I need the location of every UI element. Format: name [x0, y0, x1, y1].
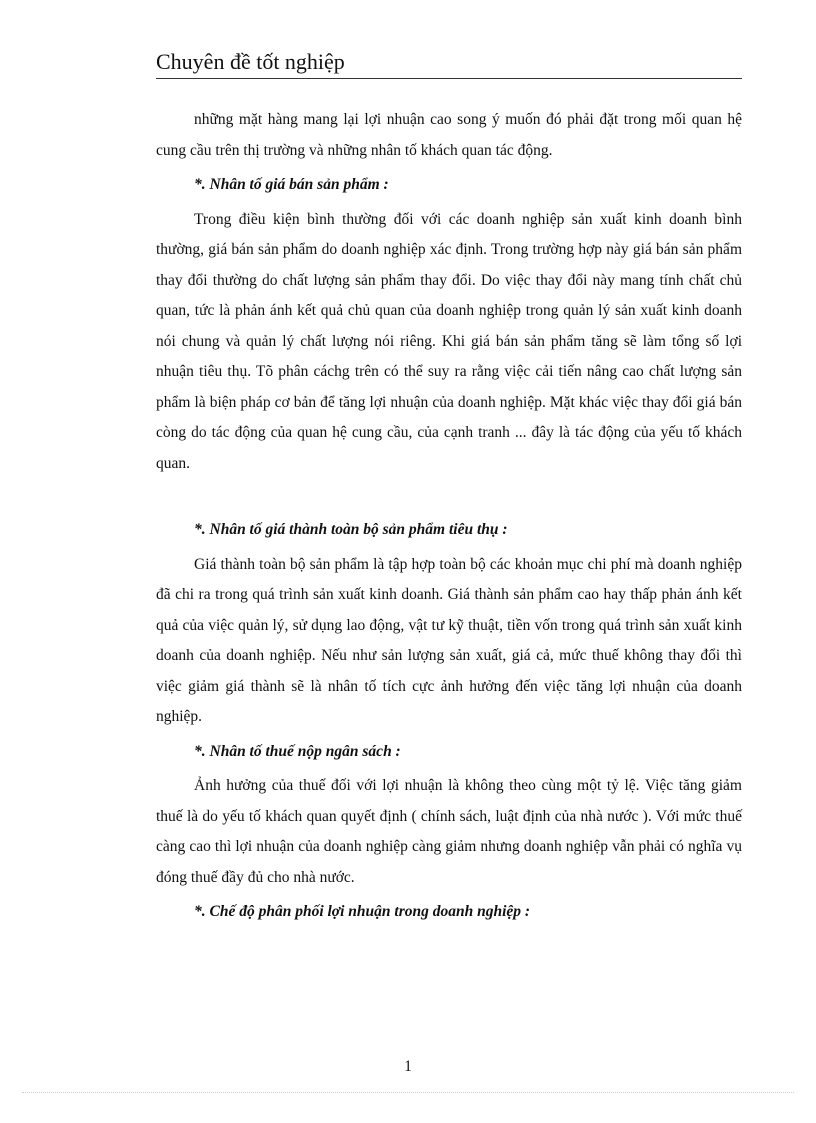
page-edge-divider [22, 1092, 794, 1093]
paragraph-intro: những mặt hàng mang lại lợi nhuận cao song ý muốn đó phải đặt trong mối quan hệ cung cầu trên thị trường và những nhân tố khách quan tác động. [156, 111, 742, 159]
page-header-title: Chuyên đề tốt nghiệp [156, 48, 742, 79]
page-number: 1 [404, 1058, 412, 1075]
paragraph-selling-price: Trong điều kiện bình thường đối với các doanh nghiệp sản xuất kinh doanh bình thường, giá bán sản phẩm do doanh nghiệp xác định. Trong trường hợp này giá bán sản phẩm thay đổi thường do chất lượng sản phẩm thay đổi. Do việc thay đổi này mang tính chất chủ quan, tức là phản ánh kết quả chủ quan của doanh nghiệp trong quản lý sản xuất kinh doanh nói chung và quản lý chất lượng nói riêng. Khi giá bán sản phẩm tăng sẽ làm tổng số lợi nhuận tiêu thụ. Tõ phân cáchg trên có thể suy ra rằng việc cải tiến nâng cao chất lượng sản phẩm là biện pháp cơ bản để tăng lợi nhuận của doanh nghiệp. Mặt khác việc thay đổi giá bán còng do tác động của quan hệ cung cầu, của cạnh tranh ... đây là tác động của yếu tố khách quan. [156, 210, 742, 472]
section-heading-total-cost: *. Nhân tố giá thành toàn bộ sản phẩm tiêu thụ : [194, 521, 508, 538]
paragraph-tax: Ảnh hưởng của thuế đối với lợi nhuận là không theo cùng một tỷ lệ. Việc tăng giảm thuế là do yếu tố khách quan quyết định ( chính sách, luật định của nhà nước ). Với mức thuế càng cao thì lợi nhuận của doanh nghiệp càng giảm nhưng doanh nghiệp vẫn phải có nghĩa vụ đóng thuế đầy đủ cho nhà nước. [156, 777, 742, 886]
section-heading-profit-distribution: *. Chế độ phân phối lợi nhuận trong doanh nghiệp : [194, 903, 531, 920]
paragraph-total-cost: Giá thành toàn bộ sản phẩm là tập hợp toàn bộ các khoản mục chi phí mà doanh nghiệp đã chi ra trong quá trình sản xuất kinh doanh. Giá thành sản phẩm cao hay thấp phản ánh kết quả của việc quản lý, sử dụng lao động, vật tư kỹ thuật, tiền vốn trong quá trình sản xuất kinh doanh của doanh nghiệp. Nếu như sản lượng sản xuất, giá cả, mức thuế không thay đổi thì việc giảm giá thành sẽ là nhân tố tích cực ảnh hưởng đến việc tăng lợi nhuận của doanh nghiệp. [156, 555, 742, 725]
document-body [156, 105, 742, 928]
section-heading-tax: *. Nhân tố thuế nộp ngân sách : [194, 742, 401, 760]
section-heading-selling-price: *. Nhân tố giá bán sản phẩm : [194, 176, 389, 193]
